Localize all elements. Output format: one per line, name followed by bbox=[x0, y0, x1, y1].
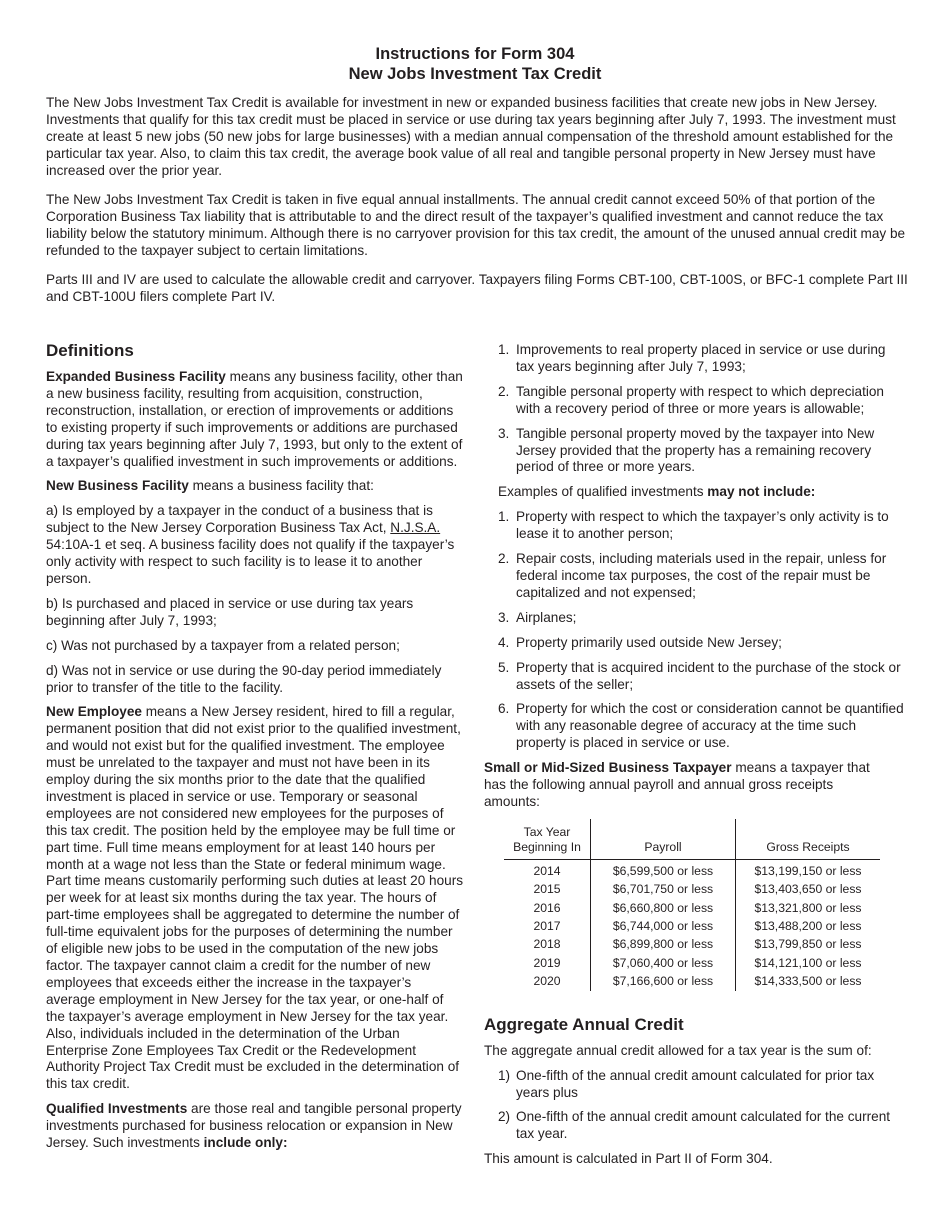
title-line-2: New Jobs Investment Tax Credit bbox=[348, 65, 602, 83]
new-facility-item-d: d) Was not in service or use during the 90-day period immediately prior to transfer of the title to the facility. bbox=[46, 662, 442, 695]
small-business-definition: Small or Mid-Sized Business Taxpayer means a taxpayer that has the following annual payroll and annual gross receipts amounts: bbox=[484, 760, 870, 809]
list-item: 1. Improvements to real property placed in service or use during tax years beginning after July 7, 1993; bbox=[498, 342, 886, 374]
table-row: 2019 $7,060,400 or less $14,121,100 or less bbox=[504, 954, 880, 972]
list-item: 1) One-fifth of the annual credit amount calculated for prior tax years plus bbox=[498, 1067, 875, 1100]
table-row: 2016 $6,660,800 or less $13,321,800 or less bbox=[504, 899, 880, 917]
threshold-table bbox=[504, 819, 880, 991]
term: Qualified Investments bbox=[46, 1101, 188, 1117]
term: New Employee bbox=[46, 704, 142, 720]
list-item: 3. Airplanes; bbox=[498, 609, 577, 625]
aggregate-closing: This amount is calculated in Part II of Form 304. bbox=[484, 1151, 773, 1167]
new-business-facility-definition: New Business Facility means a business facility that: bbox=[46, 478, 374, 494]
new-facility-item-b: b) Is purchased and placed in service or use during tax years beginning after July 7, 1993; bbox=[46, 595, 414, 628]
table-row: 2015 $6,701,750 or less $13,403,650 or less bbox=[504, 880, 880, 898]
exclude-intro: Examples of qualified investments may not include: bbox=[498, 484, 816, 500]
right-column bbox=[484, 342, 904, 1176]
qualified-investments-definition: Qualified Investments are those real and tangible personal property investments purchased for business relocation or expansion in New Jersey. Such investments include only: bbox=[46, 1101, 462, 1151]
column-header: Payroll bbox=[591, 819, 736, 860]
intro-paragraph-3: Parts III and IV are used to calculate the allowable credit and carryover. Taxpayers filing Forms CBT-100, CBT-100S, or BFC-1 complete Part III and CBT-100U filers complete Part IV. bbox=[46, 272, 908, 304]
list-item: 3. Tangible personal property moved by the taxpayer into New Jersey provided that the property has a remaining recovery period of three or more years. bbox=[498, 425, 875, 475]
new-facility-item-a: a) Is employed by a taxpayer in the conduct of a business that is subject to the New Jersey Corporation Business Tax Act, N.J.S.A. 54:10A-1 et seq. A business facility does not qualify if the taxpayer’s only activity with respect to such facility is to lease it to another person. bbox=[46, 503, 455, 586]
new-employee-definition: New Employee means a New Jersey resident, hired to fill a regular, permanent position that did not exist prior to the qualified investment, and would not exist but for the qualified investment. The employee must be unrelated to the taxpayer and must not have been in its employ during the six months prior to the date that the qualified investment is placed in service or use. Temporary or seasonal employees are not considered new employees for the purposes of this tax credit. The position held by the employee may be full time or part time. Full time means employment for at least 140 hours per month at a wage not less than the State or federal minimum wage. Part time means customarily performing such duties at least 20 hours per week for at least six months during the tax year. The hours of part-time employees shall be aggregated to determine the number of full-time equivalent jobs for the purposes of determining the number of eligible new jobs to be used in the computation of the new jobs factor. The taxpayer cannot claim a credit for the number of new employees that exceeds either the increase in the taxpayer’s average employment in New Jersey for the tax year, or one-half of the taxpayer’s average employment in New Jersey for the tax year. Also, individuals included in the determination of the Urban Enterprise Zone Employees Tax Credit or the Redevelopment Authority Project Tax Credit must be excluded in the determination of this tax credit. bbox=[46, 704, 464, 1092]
term: New Business Facility bbox=[46, 478, 189, 494]
list-item: 1. Property with respect to which the taxpayer’s only activity is to lease it to another person; bbox=[498, 509, 889, 542]
column-header: Tax Year Beginning In bbox=[504, 819, 591, 860]
table-row: 2018 $6,899,800 or less $13,799,850 or less bbox=[504, 935, 880, 953]
term: Small or Mid-Sized Business Taxpayer bbox=[484, 760, 732, 776]
list-item: 4. Property primarily used outside New Jersey; bbox=[498, 634, 782, 650]
aggregate-heading: Aggregate Annual Credit bbox=[484, 1014, 684, 1034]
term: Expanded Business Facility bbox=[46, 369, 226, 384]
list-item: 2) One-fifth of the annual credit amount calculated for the current tax year. bbox=[498, 1109, 891, 1142]
aggregate-intro: The aggregate annual credit allowed for a tax year is the sum of: bbox=[484, 1042, 872, 1058]
table-header-row bbox=[504, 819, 880, 860]
expanded-business-facility-definition: Expanded Business Facility means any business facility, other than a new business facility, resulting from acquisition, construction, reconstruction, installation, or erection of improvements or additions to existing property if such improvements or additions are purchased during tax years beginning after July 7, 1993, but only to the extent of a taxpayer’s qualified investment in such improvements or additions. bbox=[46, 369, 463, 469]
intro-paragraph-2: The New Jobs Investment Tax Credit is taken in five equal annual installments. The annual credit cannot exceed 50% of that portion of the Corporation Business Tax liability that is attributable to and the direct result of the taxpayer’s qualified investment and cannot reduce the tax liability below the statutory minimum. Although there is no carryover provision for this tax credit, the amount of the unused annual credit may be refunded to the taxpayer subject to certain limitations. bbox=[46, 192, 906, 258]
include-list bbox=[498, 342, 904, 476]
intro-paragraph-1: The New Jobs Investment Tax Credit is available for investment in new or expanded business facilities that create new jobs in New Jersey. Investments that qualify for this tax credit must be placed in service or use during tax years beginning after July 7, 1993. The investment must create at least 5 new jobs (50 new jobs for large businesses) with a median annual compensation of the threshold amount established for the particular tax year. Also, to claim this tax credit, the average book value of all real and tangible personal property in New Jersey must have increased over the prior year. bbox=[46, 95, 896, 178]
list-item: 6. Property for which the cost or consideration cannot be quantified with any reasonable degree of accuracy at the time such property is placed in service or use. bbox=[498, 701, 904, 751]
aggregate-list bbox=[498, 1068, 904, 1144]
list-item: 2. Repair costs, including materials used in the repair, unless for federal income tax purposes, the cost of the repair must be capitalized and not expensed; bbox=[498, 551, 887, 600]
left-column bbox=[46, 341, 464, 1160]
new-facility-item-c: c) Was not purchased by a taxpayer from a related person; bbox=[46, 637, 400, 653]
list-item: 5. Property that is acquired incident to the purchase of the stock or assets of the seller; bbox=[498, 659, 901, 692]
exclude-list bbox=[498, 509, 904, 752]
document-title bbox=[0, 44, 950, 84]
column-header: Gross Receipts bbox=[736, 819, 881, 860]
statute-reference: N.J.S.A. bbox=[390, 520, 441, 536]
definitions-heading: Definitions bbox=[46, 341, 134, 360]
table-row: 2020 $7,166,600 or less $14,333,500 or less bbox=[504, 972, 880, 990]
table-row: 2017 $6,744,000 or less $13,488,200 or less bbox=[504, 917, 880, 935]
table-row: 2014 $6,599,500 or less $13,199,150 or less bbox=[504, 859, 880, 880]
list-item: 2. Tangible personal property with respect to which depreciation with a recovery period of three or more years is allowable; bbox=[498, 383, 884, 416]
title-line-1: Instructions for Form 304 bbox=[375, 45, 575, 63]
